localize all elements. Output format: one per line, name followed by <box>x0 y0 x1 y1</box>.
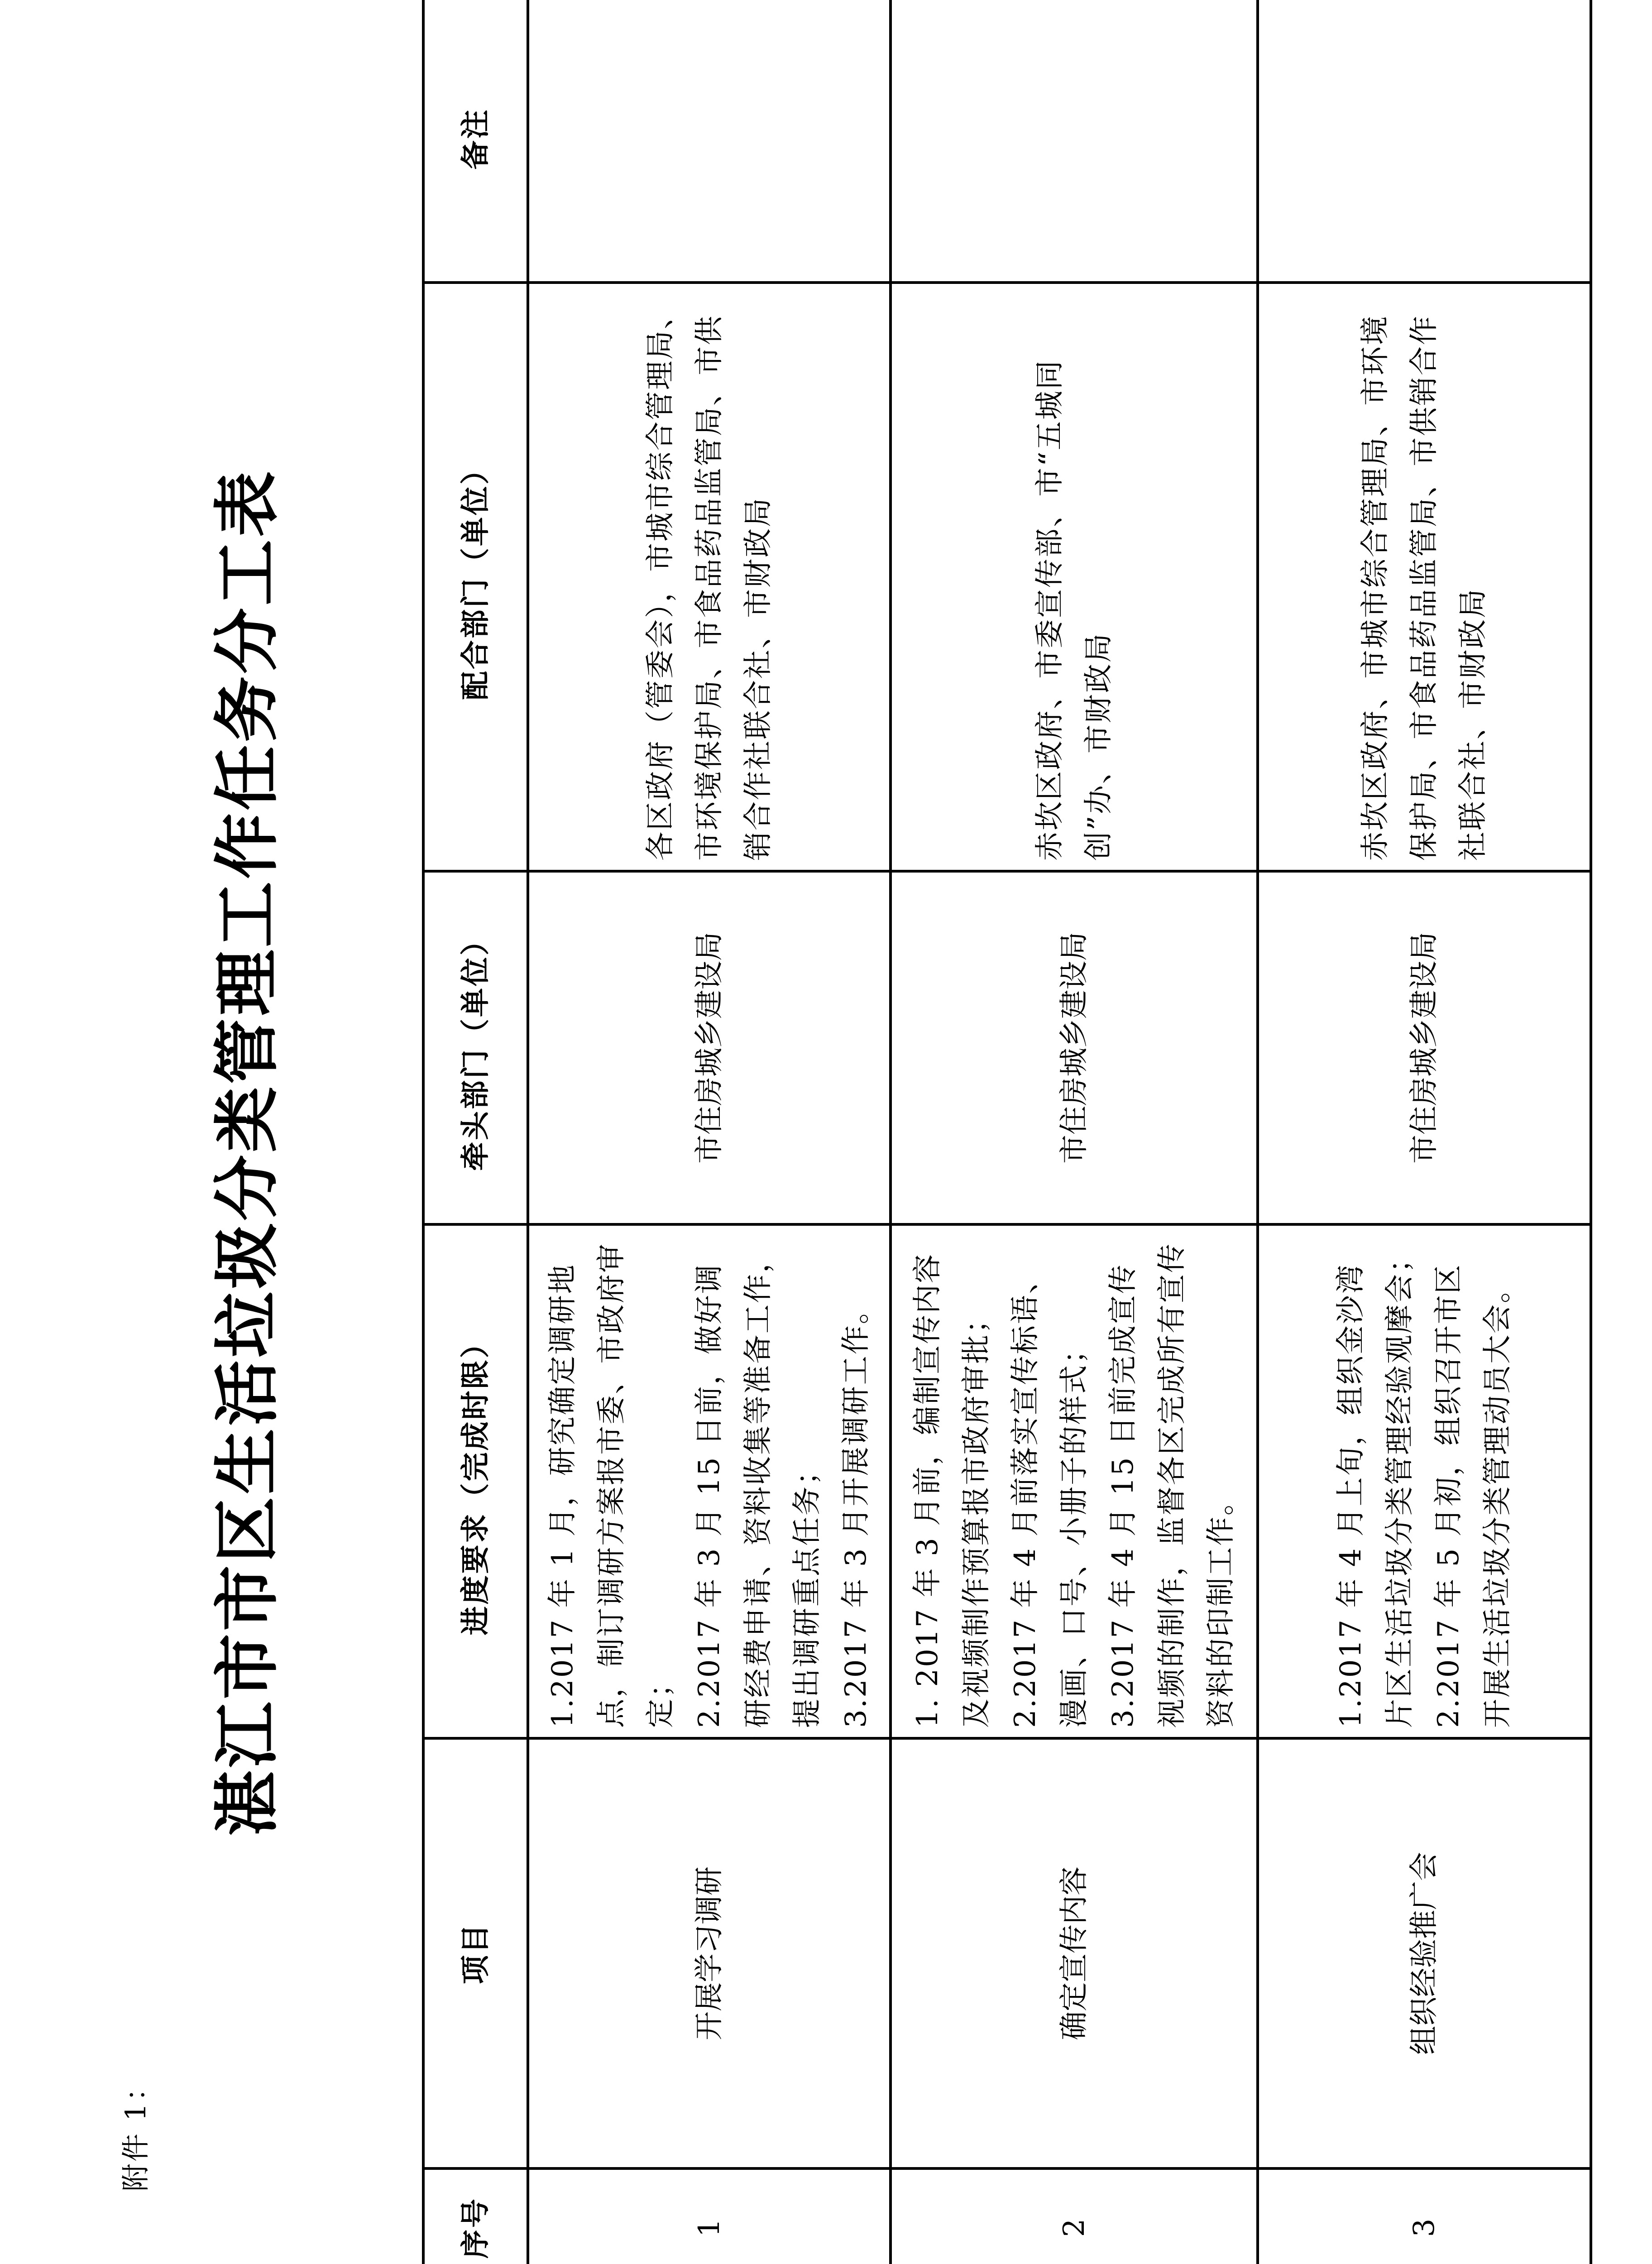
row-coop-dept: 赤坎区政府、市城市综合管理局、市环境保护局、市食品药品监管局、市供销合作社联合社、市财政局 <box>1258 283 1591 871</box>
table-row <box>528 0 891 2264</box>
table-row <box>891 0 1258 2264</box>
row-number: 1 <box>528 2168 891 2264</box>
progress-step: 1.2017 年 4 月上旬，组织金沙湾片区生活垃圾分类管理经验观摩会； <box>1334 1242 1417 1728</box>
attachment-label: 附件 1： <box>119 2071 152 2192</box>
progress-step: 1. 2017 年 3 月前，编制宣传内容及视频制作预算报市政府审批； <box>910 1252 993 1728</box>
row-item: 开展学习调研 <box>528 1738 891 2168</box>
row-coop-dept: 各区政府（管委会），市城市综合管理局、市环境保护局、市食品药品监管局、市供销合作社联合社、市财政局 <box>528 283 891 871</box>
table-header-row <box>423 0 528 2264</box>
header-note: 备注 <box>423 0 528 283</box>
row-note <box>528 0 891 283</box>
row-lead-dept: 市住房城乡建设局 <box>891 871 1258 1224</box>
row-lead-dept: 市住房城乡建设局 <box>1258 871 1591 1224</box>
task-table <box>422 0 1592 2264</box>
document-title: 湛江市市区生活垃圾分类管理工作任务分工表 <box>209 469 286 1836</box>
row-lead-dept: 市住房城乡建设局 <box>528 871 891 1224</box>
row-progress <box>1258 1224 1591 1738</box>
table-row <box>1258 0 1591 2264</box>
header-item: 项目 <box>423 1738 528 2168</box>
progress-step: 3.2017 年 4 月 15 日前完成宣传视频的制作，监督各区完成所有宣传资料的印制工作。 <box>1106 1242 1238 1728</box>
progress-step: 2.2017 年 5 月初，组织召开市区开展生活垃圾分类管理动员大会。 <box>1432 1263 1514 1728</box>
row-coop-dept: 赤坎区政府、市委宣传部、市“五城同创”办、市财政局 <box>891 283 1258 871</box>
row-note <box>891 0 1258 283</box>
row-item: 确定宣传内容 <box>891 1738 1258 2168</box>
progress-step: 1.2017 年 1 月，研究确定调研地点，制订调研方案报市委、市政府审定； <box>546 1242 677 1728</box>
row-item: 组织经验推广会 <box>1258 1738 1591 2168</box>
header-seq: 序号 <box>423 2168 528 2264</box>
row-number: 3 <box>1258 2168 1591 2264</box>
header-lead-dept: 牵头部门（单位） <box>423 871 528 1224</box>
row-note <box>1258 0 1591 283</box>
header-coop-dept: 配合部门（单位） <box>423 283 528 871</box>
row-number: 2 <box>891 2168 1258 2264</box>
progress-step: 2.2017 年 4 月前落实宣传标语、漫画、口号、小册子的样式； <box>1008 1263 1091 1728</box>
row-progress <box>891 1224 1258 1738</box>
header-progress: 进度要求（完成时限） <box>423 1224 528 1738</box>
progress-step: 2.2017 年 3 月 15 日前，做好调研经费申请、资料收集等准备工作，提出调研重点任务； <box>692 1242 824 1728</box>
row-progress <box>528 1224 891 1738</box>
progress-step: 3.2017 年 3 月开展调研工作。 <box>839 1294 873 1728</box>
